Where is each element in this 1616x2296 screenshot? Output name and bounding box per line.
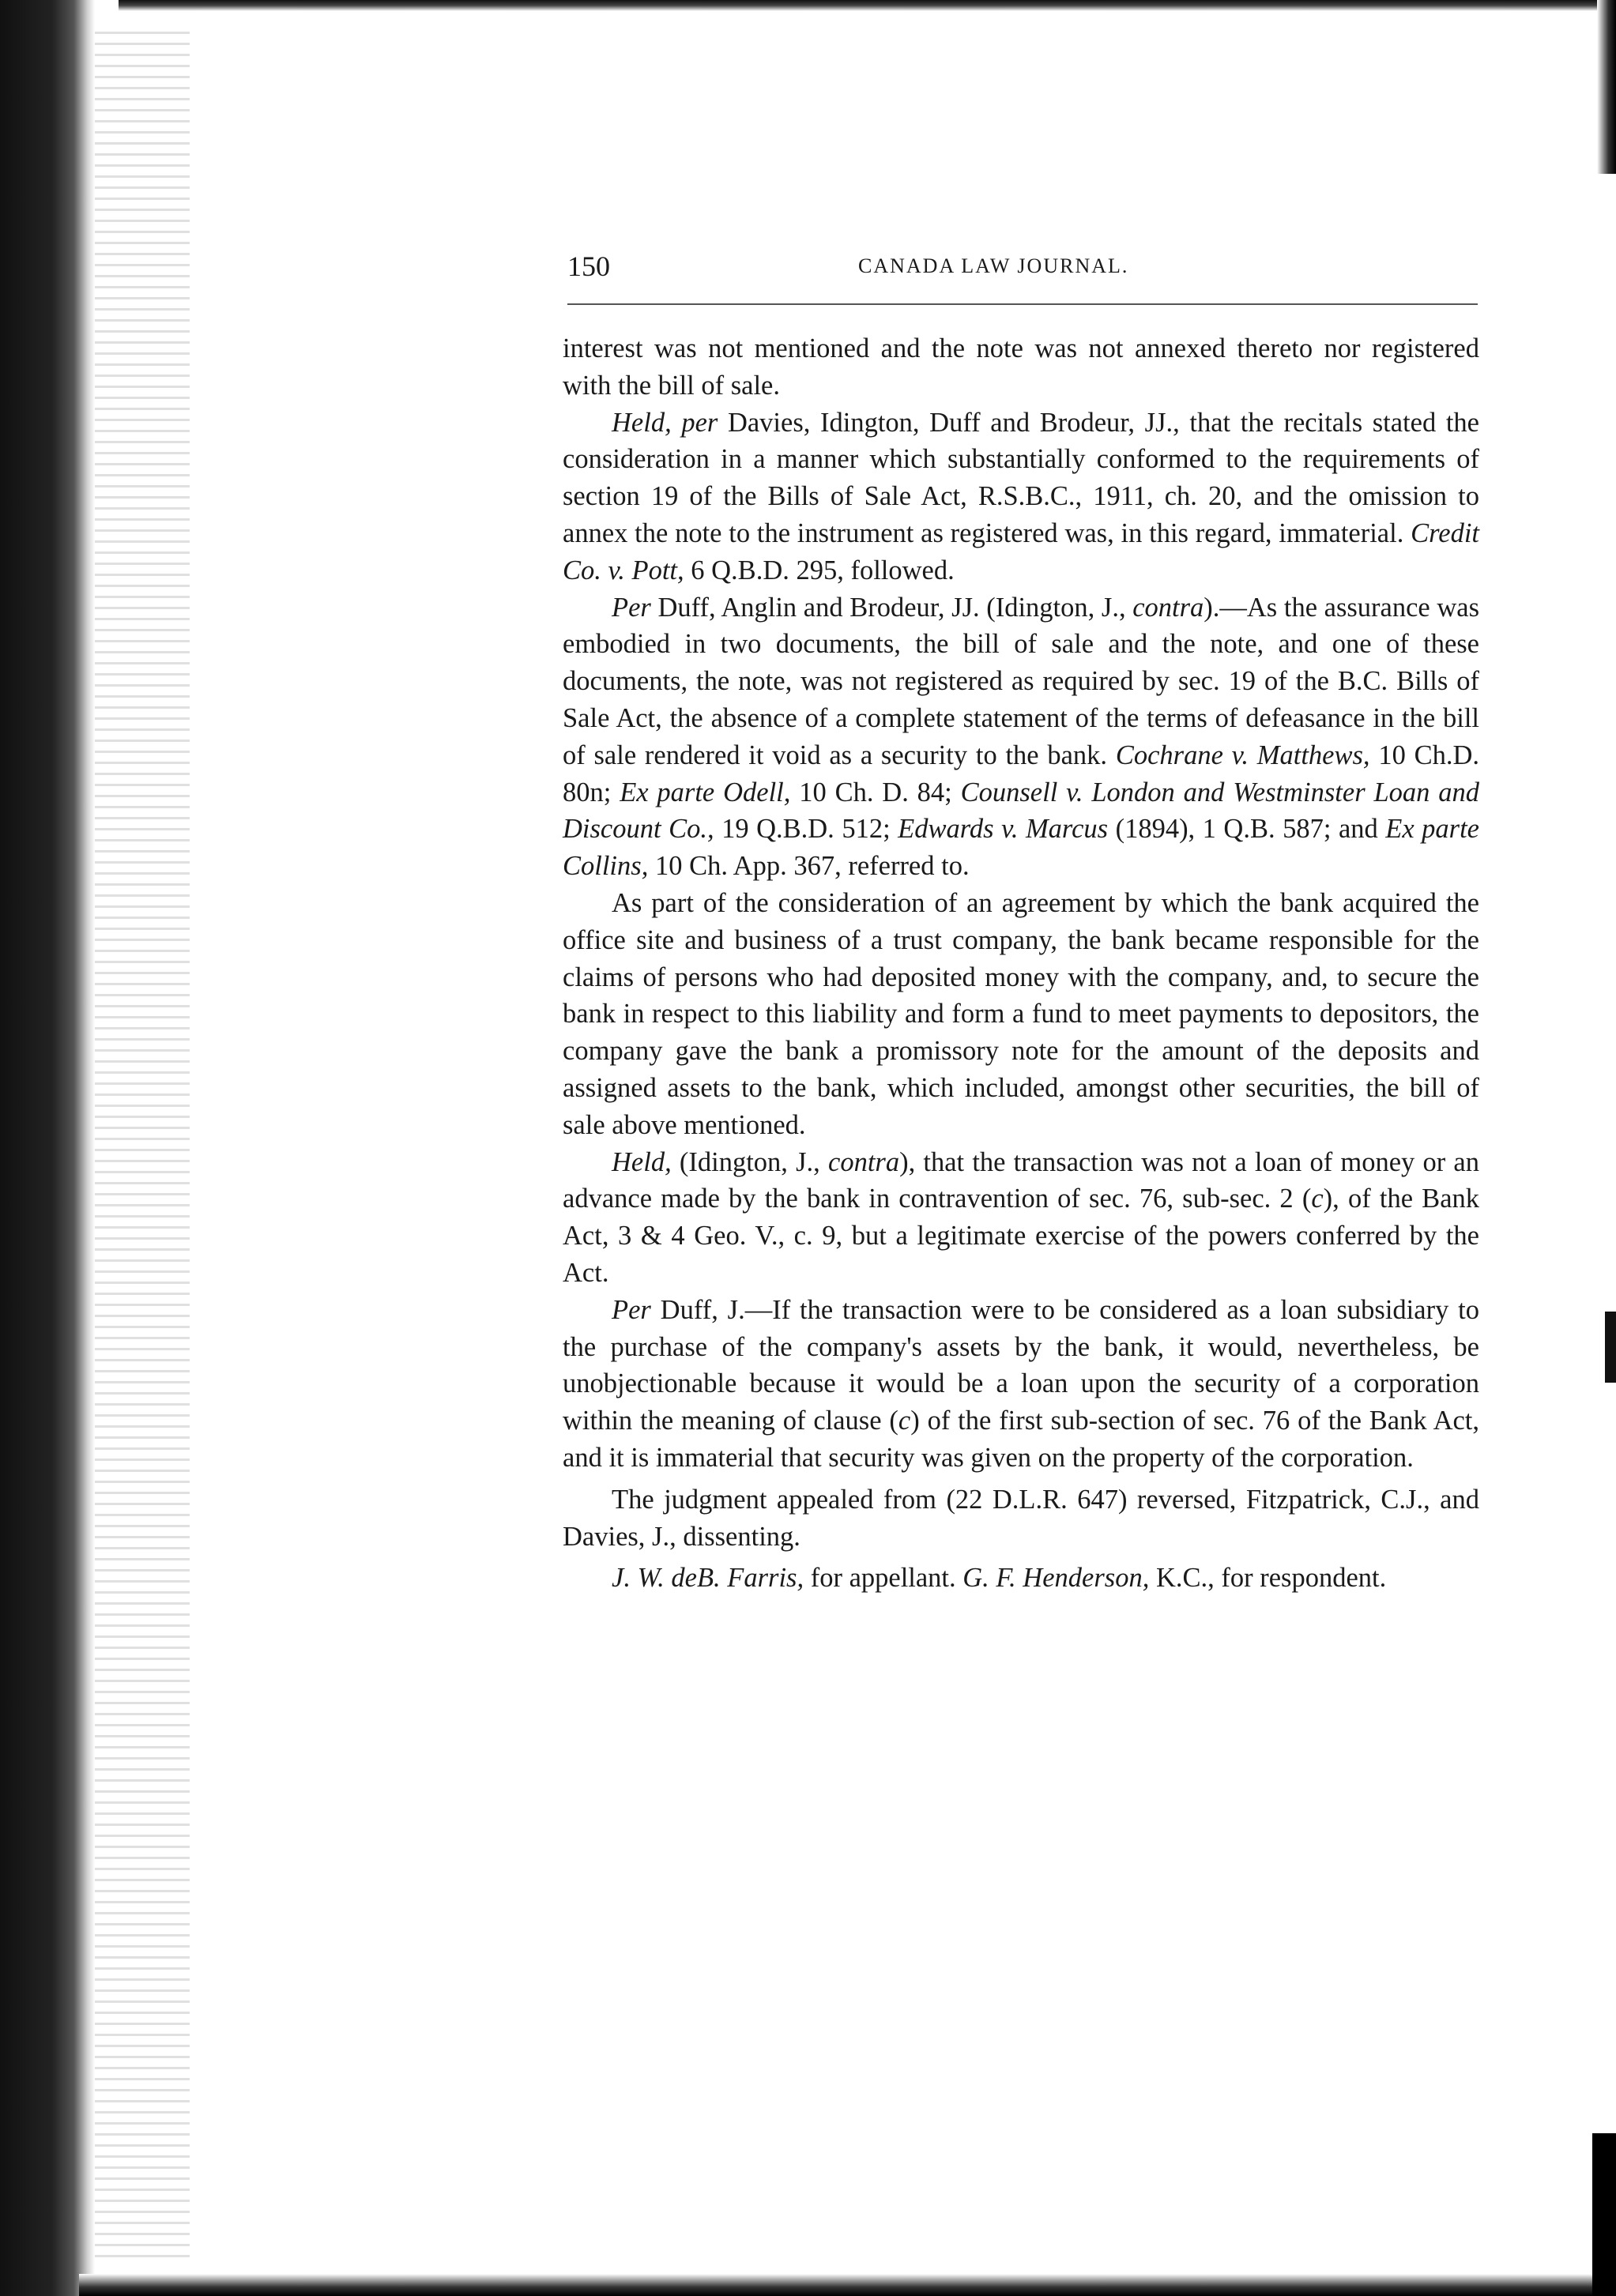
case-citation: Ex parte Collins, <box>563 814 1479 882</box>
scan-right-edge-mark <box>1605 1312 1616 1383</box>
per-label: Per <box>612 1294 651 1325</box>
paragraph-judgment: The judgment appealed from (22 D.L.R. 647) reversed, Fitzpatrick, C.J., and Davies, J., dissenting. <box>563 1484 1479 1552</box>
scan-bottom-edge <box>79 2274 1616 2296</box>
citation-text: 10 Ch. D. 84; <box>790 777 961 807</box>
appellant-counsel: J. W. deB. Farris, <box>612 1563 804 1594</box>
page-number: 150 <box>567 250 610 282</box>
clause-letter: c <box>1311 1184 1324 1214</box>
per-label: Per <box>612 592 651 623</box>
citation-text: 10 Ch. App. 367, referred to. <box>648 851 970 882</box>
case-citation: Counsell v. London and Westminster Loan and Discount Co., <box>563 777 1480 845</box>
paragraph-held-majority <box>563 405 1479 589</box>
paragraph-text: Davies, Idington, Duff and Brodeur, JJ., that the recitals stated the consideration in a manner which substantially conformed to the requirements of section 19 of the Bills of Sale Act, R.S.B.C., 1911, ch. 20, and the omission to annex the note to the instrument as registered was, in this regard, immaterial. <box>563 407 1479 548</box>
paragraph-text: ).—As the assurance was embodied in two documents, the bill of sale and the note, and one of these documents, the note, was not registered as required by sec. 19 of the B.C. Bills of Sale Act, the absence of a complete statement of the terms of defeasance in the bill of sale rendered it void as a security to the bank. <box>563 592 1480 770</box>
scan-top-edge <box>119 0 1616 11</box>
paragraph-text: for appellant. <box>804 1563 963 1594</box>
paragraph-text: ), of the Bank Act, 3 & 4 Geo. V., c. 9, but a legitimate exercise of the powers conferred by the Act. <box>563 1184 1480 1288</box>
scan-binding-noise <box>95 32 190 2260</box>
held-label: Held, per <box>612 407 718 438</box>
paragraph-counsel <box>563 1560 1479 1597</box>
journal-title: CANADA LAW JOURNAL. <box>858 254 1129 277</box>
paragraph-per-duff <box>563 1292 1479 1477</box>
paragraph-per-duff-anglin-brodeur <box>563 589 1479 885</box>
header-rule <box>567 303 1478 305</box>
paragraph-text: (Idington, J., <box>671 1146 828 1177</box>
paragraph-text: ), that the transaction was not a loan of money or an advance made by the bank in contravention of sec. 76, sub-sec. 2 ( <box>563 1146 1479 1214</box>
citation-text: 6 Q.B.D. 295, followed. <box>684 555 955 585</box>
citation-text: (1894), 1 Q.B. 587; and <box>1108 814 1386 845</box>
paragraph-text: Duff, J.—If the transaction were to be considered as a loan subsidiary to the purchase of the company's assets by the bank, it would, nevertheless, be unobjectionable because it would be a loan upon the security of a corporation within the meaning of clause ( <box>563 1294 1479 1436</box>
paragraph-text: ) of the first sub-section of sec. 76 of the Bank Act, and it is immaterial that security was given on the property of the corporation. <box>563 1406 1480 1473</box>
body-text <box>563 330 1479 1597</box>
paragraph-continuation: interest was not mentioned and the note was not annexed thereto nor registered with the bill of sale. <box>563 333 1479 401</box>
scan-binding-edge <box>0 0 95 2296</box>
held-label: Held, <box>612 1146 672 1177</box>
clause-letter: c <box>898 1406 911 1436</box>
case-citation: Credit Co. v. Pott, <box>563 518 1479 585</box>
contra-label: contra <box>828 1146 900 1177</box>
contra-label: contra <box>1132 592 1204 623</box>
case-citation: Cochrane v. Matthews, <box>1115 740 1370 770</box>
paragraph-text: K.C., for respondent. <box>1149 1563 1387 1594</box>
paragraph-facts: As part of the consideration of an agreement by which the bank acquired the office site and business of a trust company, the bank became responsible for the claims of persons who had deposited money with the company, and, to secure the bank in respect to this liability and form a fund to meet payments to depositors, the company gave the bank a promissory note for the amount of the deposits and assigned assets to the bank, which included, amongst other securities, the bill of sale above mentioned. <box>563 887 1479 1140</box>
case-citation: Edwards v. Marcus <box>898 814 1109 845</box>
citation-text: 10 Ch.D. 80n; <box>563 740 1480 807</box>
paragraph-held-transaction <box>563 1144 1479 1292</box>
scan-right-edge <box>1597 0 1616 174</box>
paragraph-text: Duff, Anglin and Brodeur, JJ. (Idington, J., <box>650 592 1133 623</box>
scan-bottom-right-corner <box>1592 2133 1616 2296</box>
running-head <box>567 250 1478 284</box>
respondent-counsel: G. F. Henderson, <box>962 1563 1150 1594</box>
citation-text: 19 Q.B.D. 512; <box>714 814 898 845</box>
case-citation: Ex parte Odell, <box>620 777 791 807</box>
